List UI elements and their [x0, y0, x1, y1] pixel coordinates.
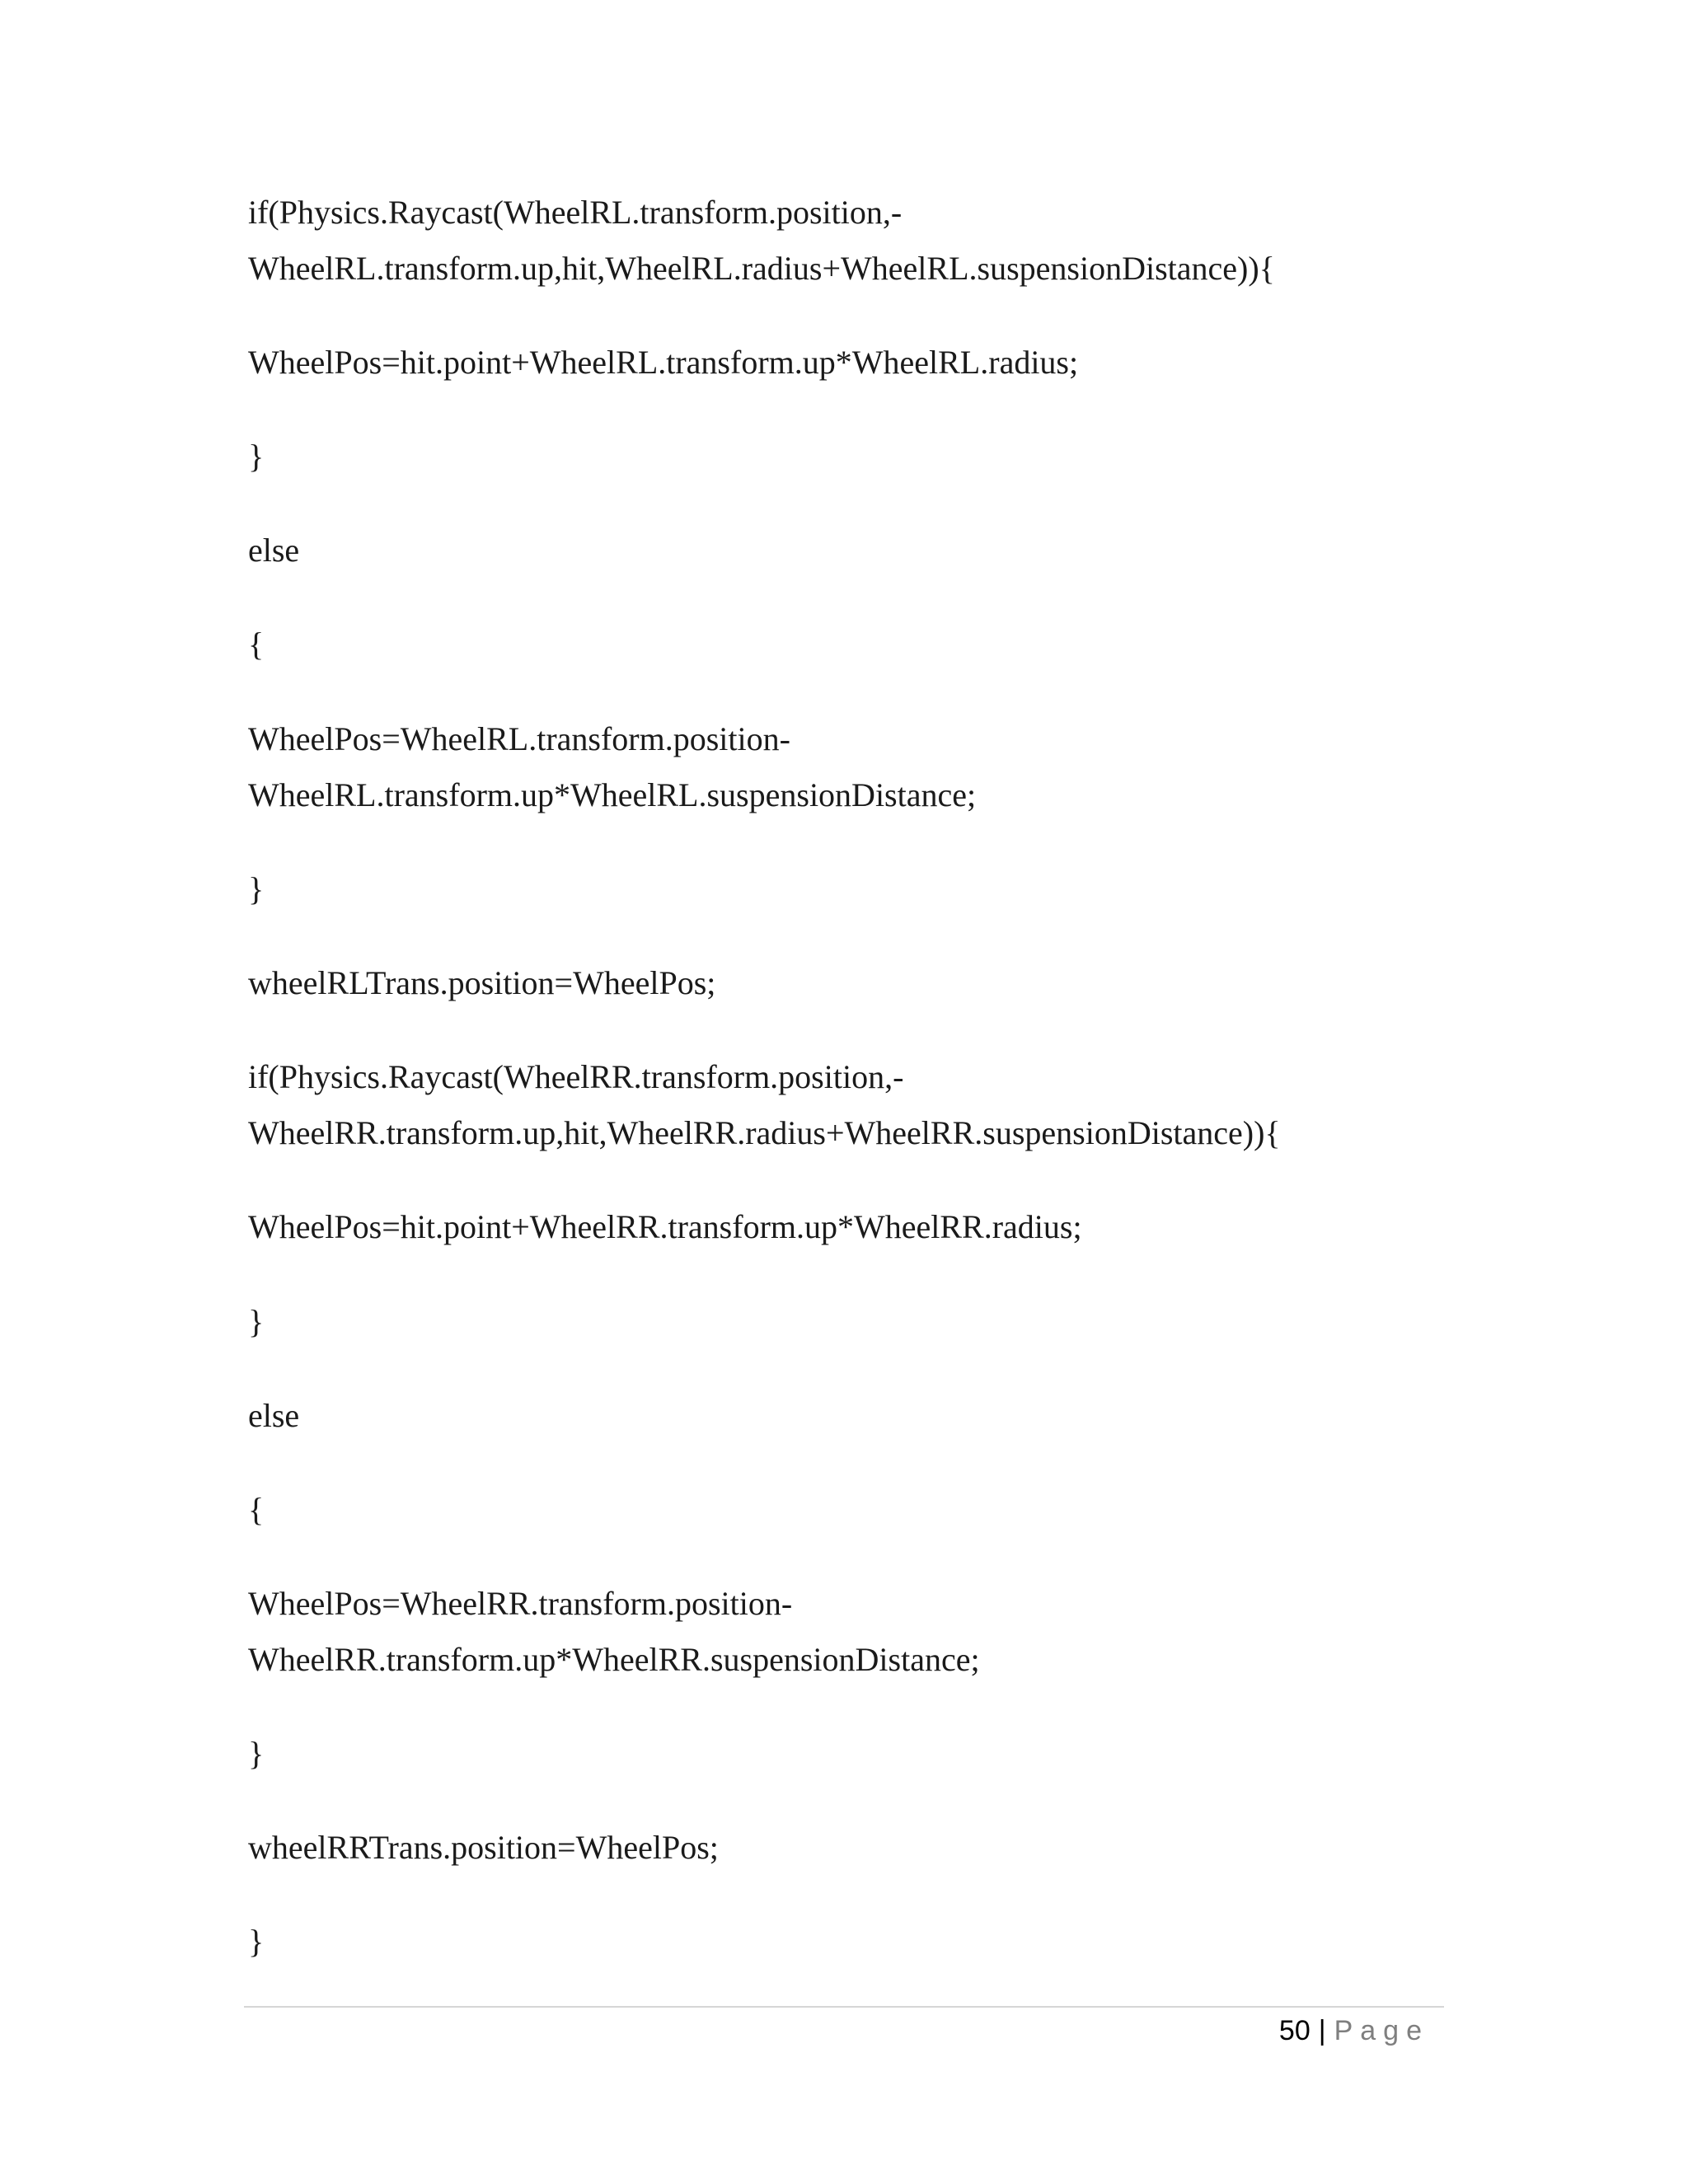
code-line: WheelRL.transform.up*WheelRL.suspensionDistance;: [248, 776, 977, 813]
code-line: WheelPos=hit.point+WheelRL.transform.up*WheelRL.radius;: [248, 344, 1079, 381]
code-line: WheelRR.transform.up*WheelRR.suspensionDistance;: [248, 1641, 980, 1678]
footer-separator: |: [1318, 2015, 1326, 2046]
code-line: }: [248, 1923, 265, 1960]
code-line: WheelPos=WheelRR.transform.position-: [248, 1585, 793, 1622]
page-footer: [1279, 2013, 1429, 2049]
code-line: }: [248, 1735, 265, 1772]
code-line: if(Physics.Raycast(WheelRL.transform.position,-: [248, 194, 903, 231]
code-line: if(Physics.Raycast(WheelRR.transform.position,-: [248, 1058, 904, 1095]
code-line: WheelRR.transform.up,hit,WheelRR.radius+WheelRR.suspensionDistance)){: [248, 1114, 1281, 1151]
code-line: }: [248, 870, 265, 907]
code-line: WheelRL.transform.up,hit,WheelRL.radius+WheelRL.suspensionDistance)){: [248, 250, 1275, 287]
code-line: }: [248, 438, 265, 475]
footer-divider: [244, 2006, 1444, 2008]
page-label: Page: [1334, 2015, 1429, 2046]
code-line: WheelPos=WheelRL.transform.position-: [248, 720, 790, 757]
code-line: WheelPos=hit.point+WheelRR.transform.up*WheelRR.radius;: [248, 1208, 1082, 1245]
code-line: {: [248, 626, 265, 663]
code-line: {: [248, 1491, 265, 1528]
code-line: else: [248, 1397, 300, 1434]
code-line: wheelRLTrans.position=WheelPos;: [248, 964, 716, 1001]
code-line: wheelRRTrans.position=WheelPos;: [248, 1829, 719, 1866]
code-line: }: [248, 1303, 265, 1340]
code-line: else: [248, 532, 300, 569]
page-number: 50: [1278, 2015, 1311, 2046]
